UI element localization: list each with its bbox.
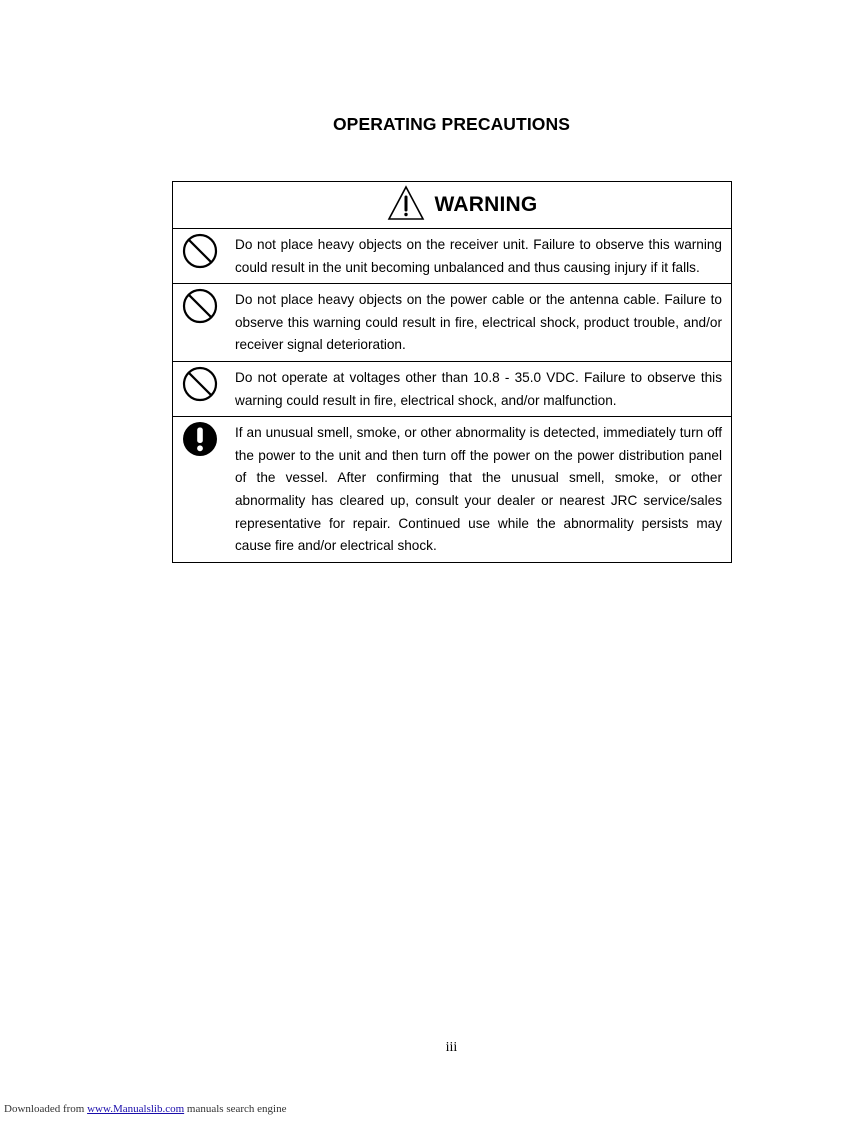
- prohibition-icon: [182, 288, 218, 324]
- footer-link[interactable]: www.Manualslib.com: [87, 1103, 185, 1115]
- warning-row: [173, 284, 732, 362]
- warning-row-text: Do not place heavy objects on the power cable or the antenna cable. Failure to observe this warning could result in fire, electrical shock, product trouble, and/or receiver signal deterioration.: [235, 292, 722, 353]
- page-title: OPERATING PRECAUTIONS: [332, 114, 571, 134]
- footer-suffix: manuals search engine: [184, 1103, 287, 1115]
- warning-row-text: Do not place heavy objects on the receiver unit. Failure to observe this warning could result in the unit becoming unbalanced and thus causing injury if it falls.: [235, 237, 722, 275]
- warning-header: [173, 182, 732, 229]
- warning-row-text: Do not operate at voltages other than 10.8 - 35.0 VDC. Failure to observe this warning could result in fire, electrical shock, and/or malfunction.: [235, 369, 722, 408]
- warning-table: [172, 181, 732, 563]
- prohibition-icon: [182, 366, 218, 402]
- page-number: iii: [445, 1040, 458, 1055]
- mandatory-exclamation-icon: [182, 421, 218, 457]
- warning-row-text: If an unusual smell, smoke, or other abnormality is detected, immediately turn off the power to the unit and then turn off the power on the power distribution panel of the vessel. After confirming that the unusual smell, smoke, or other abnormality has cleared up, consult your dealer or nearest JRC service/sales representative for repair. Continued use while the abnormality persists may cause fire and/or electrical shock.: [235, 425, 722, 554]
- footer-prefix: Downloaded from: [4, 1103, 88, 1115]
- prohibition-icon: [182, 233, 218, 269]
- warning-row: [173, 417, 732, 563]
- warning-row: [173, 361, 732, 416]
- warning-header-title: WARNING: [434, 193, 538, 216]
- warning-triangle-icon: [387, 185, 425, 226]
- warning-row: [173, 229, 732, 284]
- footer: [4, 1103, 286, 1115]
